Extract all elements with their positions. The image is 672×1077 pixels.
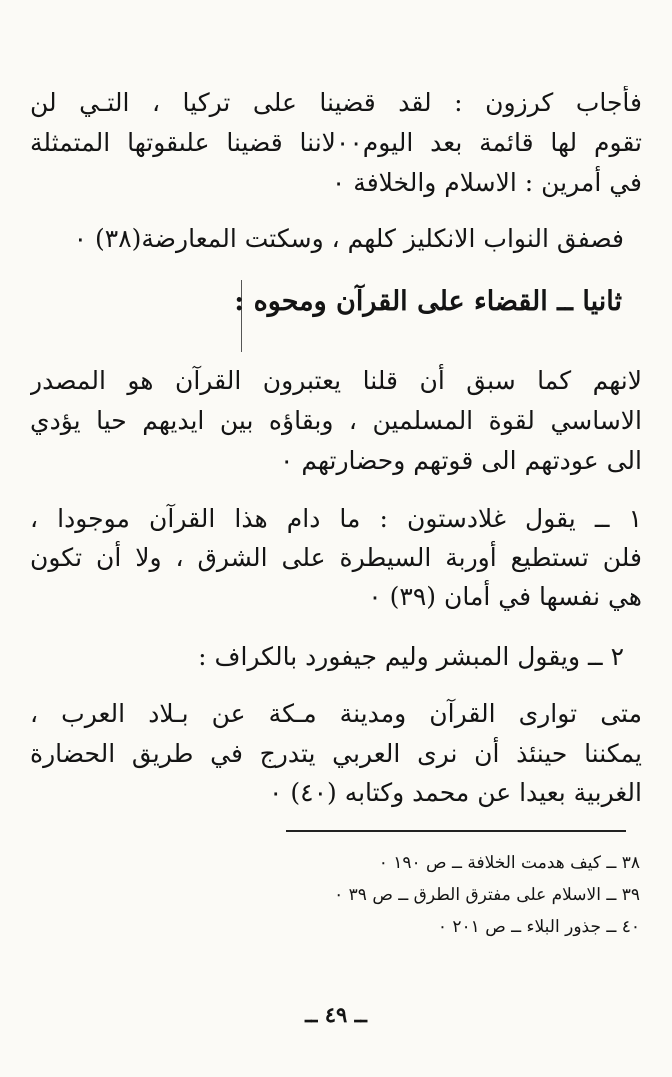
paragraph-3-line-3: الى عودتهم الى قوتهم وحضارتهم ٠: [279, 446, 642, 475]
paragraph-3-line-1: لانهم كما سبق أن قلنا يعتبرون القرآن هو المصدر: [30, 366, 642, 395]
paragraph-4-line-1: ١ ــ يقول غلادستون : ما دام هذا القرآن موجودا ،: [30, 504, 642, 533]
paragraph-1-line-1: فأجاب كرزون : لقد قضينا على تركيا ، التـي لن: [30, 88, 642, 117]
paragraph-4-line-3: هي نفسها في أمان (٣٩) ٠: [368, 582, 642, 611]
paragraph-1-line-2: تقوم لها قائمة بعد اليوم٠٠لاننا قضينا علىقوتها المتمثلة: [30, 128, 642, 157]
paragraph-3-line-2: الاساسي لقوة المسلمين ، وبقاؤه بين ايديهم حيا يؤدي: [30, 406, 642, 435]
paragraph-5-line-1: ٢ ــ ويقول المبشر وليم جيفورد بالكراف :: [198, 642, 624, 671]
footnote-38: ٣٨ ــ كيف هدمت الخلافة ــ ص ١٩٠ ٠: [378, 853, 640, 873]
footnote-40: ٤٠ ــ جذور البلاء ــ ص ٢٠١ ٠: [437, 917, 640, 937]
paragraph-2-line-1: فصفق النواب الانكليز كلهم ، وسكتت المعارضة(٣٨) ٠: [73, 224, 624, 253]
page-number: ــ ٤٩ ــ: [305, 1002, 367, 1027]
paragraph-6-line-3: الغربية بعيدا عن محمد وكتابه (٤٠) ٠: [269, 778, 642, 807]
paragraph-6-line-2: يمكننا حينئذ أن نرى العربي يتدرج في طريق الحضارة: [30, 739, 642, 768]
section-heading: ثانيا ــ القضاء على القرآن ومحوه :: [234, 286, 622, 317]
footnote-39: ٣٩ ــ الاسلام على مفترق الطرق ــ ص ٣٩ ٠: [334, 885, 640, 905]
footnote-divider: [286, 830, 626, 832]
paragraph-1-line-3: في أمرين : الاسلام والخلافة ٠: [331, 168, 642, 197]
paragraph-4-line-2: فلن تستطيع أوربة السيطرة على الشرق ، ولا أن تكون: [30, 543, 642, 572]
paragraph-6-line-1: متى توارى القرآن ومدينة مـكة عن بـلاد العرب ،: [30, 699, 642, 728]
